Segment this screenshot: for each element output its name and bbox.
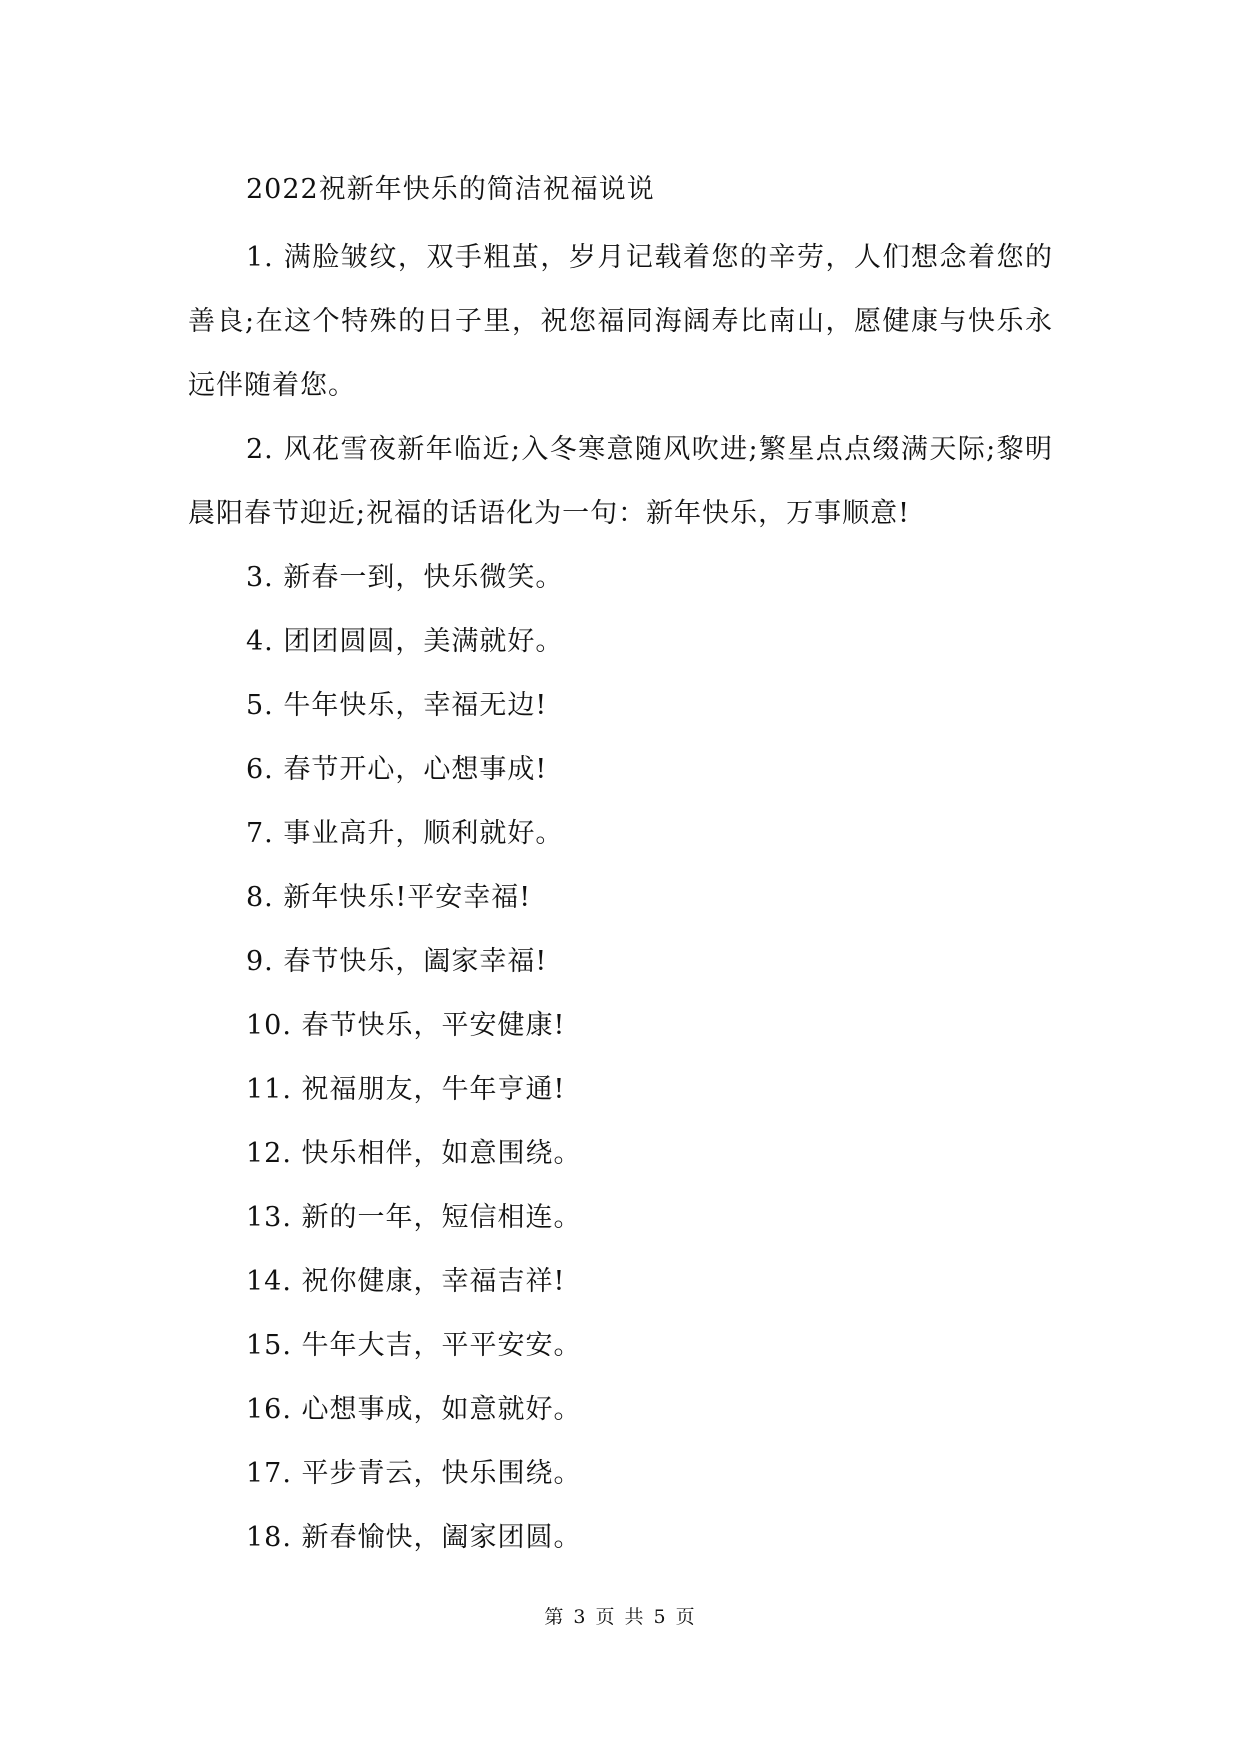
list-item: 2. 风花雪夜新年临近;入冬寒意随风吹进;繁星点点缀满天际;黎明晨阳春节迎近;祝福的话语化为一句：新年快乐，万事顺意! bbox=[188, 434, 1053, 529]
list-item: 17. 平步青云，快乐围绕。 bbox=[246, 1458, 582, 1489]
list-item: 18. 新春愉快，阖家团圆。 bbox=[246, 1522, 582, 1553]
list-item: 5. 牛年快乐，幸福无边! bbox=[246, 690, 548, 721]
list-item: 3. 新春一到，快乐微笑。 bbox=[246, 562, 564, 593]
list-item: 8. 新年快乐!平安幸福! bbox=[246, 882, 532, 913]
list-item: 12. 快乐相伴，如意围绕。 bbox=[246, 1138, 582, 1169]
list-item: 1. 满脸皱纹，双手粗茧，岁月记载着您的辛劳，人们想念着您的善良;在这个特殊的日子里，祝您福同海阔寿比南山，愿健康与快乐永远伴随着您。 bbox=[188, 242, 1053, 401]
list-item: 16. 心想事成，如意就好。 bbox=[246, 1394, 582, 1425]
list-item: 14. 祝你健康，幸福吉祥! bbox=[246, 1266, 566, 1297]
list-item: 4. 团团圆圆，美满就好。 bbox=[246, 626, 564, 657]
list-item: 10. 春节快乐，平安健康! bbox=[246, 1010, 566, 1041]
document-body bbox=[188, 158, 1053, 1570]
document-title: 2022祝新年快乐的简洁祝福说说 bbox=[246, 174, 655, 205]
list-item: 15. 牛年大吉，平平安安。 bbox=[246, 1330, 582, 1361]
list-item: 9. 春节快乐，阖家幸福! bbox=[246, 946, 548, 977]
list-item: 13. 新的一年，短信相连。 bbox=[246, 1202, 582, 1233]
list-item: 7. 事业高升，顺利就好。 bbox=[246, 818, 564, 849]
page-number-footer: 第 3 页 共 5 页 bbox=[544, 1606, 697, 1628]
list-item: 11. 祝福朋友，牛年亨通! bbox=[246, 1074, 566, 1105]
list-item: 6. 春节开心，心想事成! bbox=[246, 754, 548, 785]
